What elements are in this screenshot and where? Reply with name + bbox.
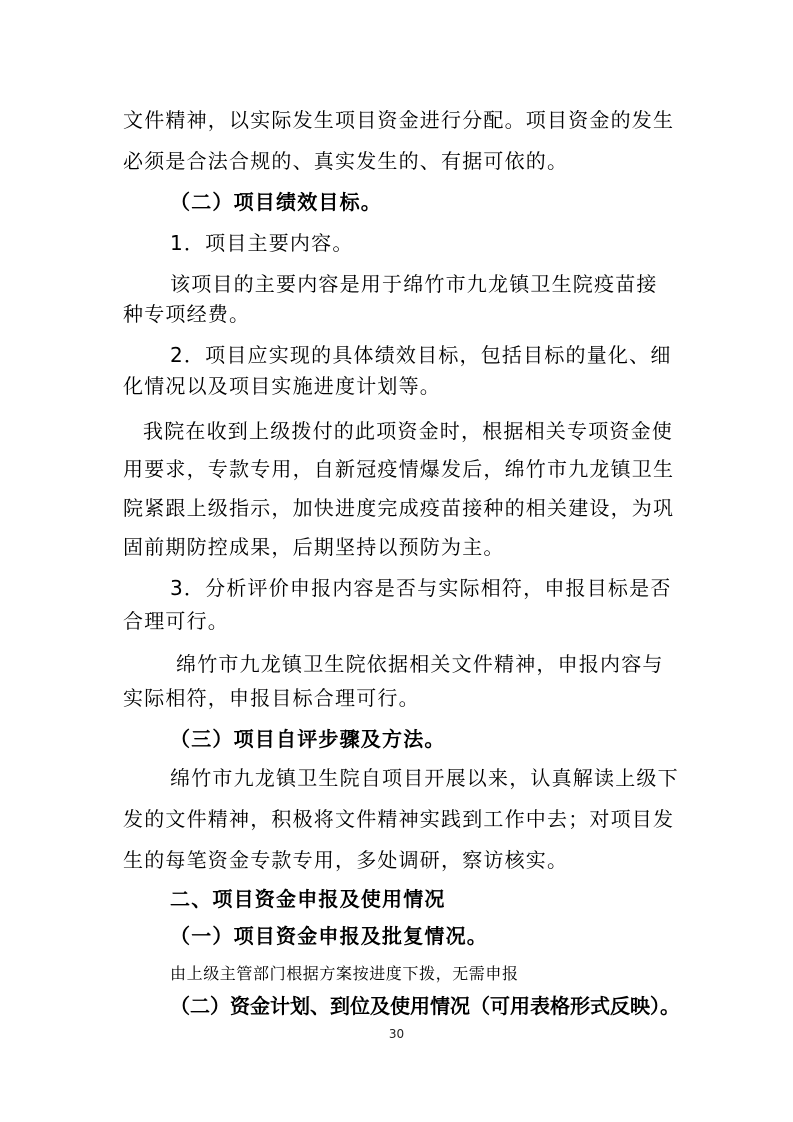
chapter-heading: 二、项目资金申报及使用情况 xyxy=(170,887,446,911)
body-text-line: 文件精神，以实际发生项目资金进行分配。项目资金的发生 xyxy=(123,108,675,132)
body-text-line: 绵竹市九龙镇卫生院自项目开展以来，认真解读上级下 xyxy=(170,766,679,790)
body-text-line: 实际相符，申报目标合理可行。 xyxy=(123,686,420,710)
body-text-line: 必须是合法合规的、真实发生的、有据可依的。 xyxy=(123,149,569,173)
subsection-heading: 3．分析评价申报内容是否与实际相符，申报目标是否 xyxy=(170,576,672,600)
body-text-line: 我院在收到上级拨付的此项资金时，根据相关专项资金使 xyxy=(143,419,673,443)
section-heading: （一）项目资金申报及批复情况。 xyxy=(170,924,488,948)
section-heading: （二）资金计划、到位及使用情况（可用表格形式反映）。 xyxy=(170,994,680,1018)
body-text-line: 该项目的主要内容是用于绵竹市九龙镇卫生院疫苗接 xyxy=(170,272,658,296)
body-text-line: 发的文件精神，积极将文件精神实践到工作中去；对项目发 xyxy=(123,807,675,831)
body-text-line: 院紧跟上级指示，加快进度完成疫苗接种的相关建设，为巩 xyxy=(123,496,675,520)
body-text-line: 化情况以及项目实施进度计划等。 xyxy=(123,374,441,398)
subsection-heading: 2．项目应实现的具体绩效目标，包括目标的量化、细 xyxy=(170,343,672,367)
body-text-line: 种专项经费。 xyxy=(123,302,251,326)
body-text-line: 由上级主管部门根据方案按进度下拨，无需申报 xyxy=(170,964,519,983)
body-text-line: 用要求，专款专用，自新冠疫情爆发后，绵竹市九龙镇卫生 xyxy=(123,457,675,481)
body-text-line: 合理可行。 xyxy=(123,609,229,633)
body-text-line: 生的每笔资金专款专用，多处调研，察访核实。 xyxy=(123,848,569,872)
section-heading: （三）项目自评步骤及方法。 xyxy=(170,727,446,751)
body-text-line: 绵竹市九龙镇卫生院依据相关文件精神，申报内容与 xyxy=(176,652,664,676)
body-text-line: 固前期防控成果，后期坚持以预防为主。 xyxy=(123,535,505,559)
page-number: 30 xyxy=(388,1027,405,1041)
subsection-heading: 1．项目主要内容。 xyxy=(170,231,354,255)
section-heading: （二）项目绩效目标。 xyxy=(170,190,382,214)
